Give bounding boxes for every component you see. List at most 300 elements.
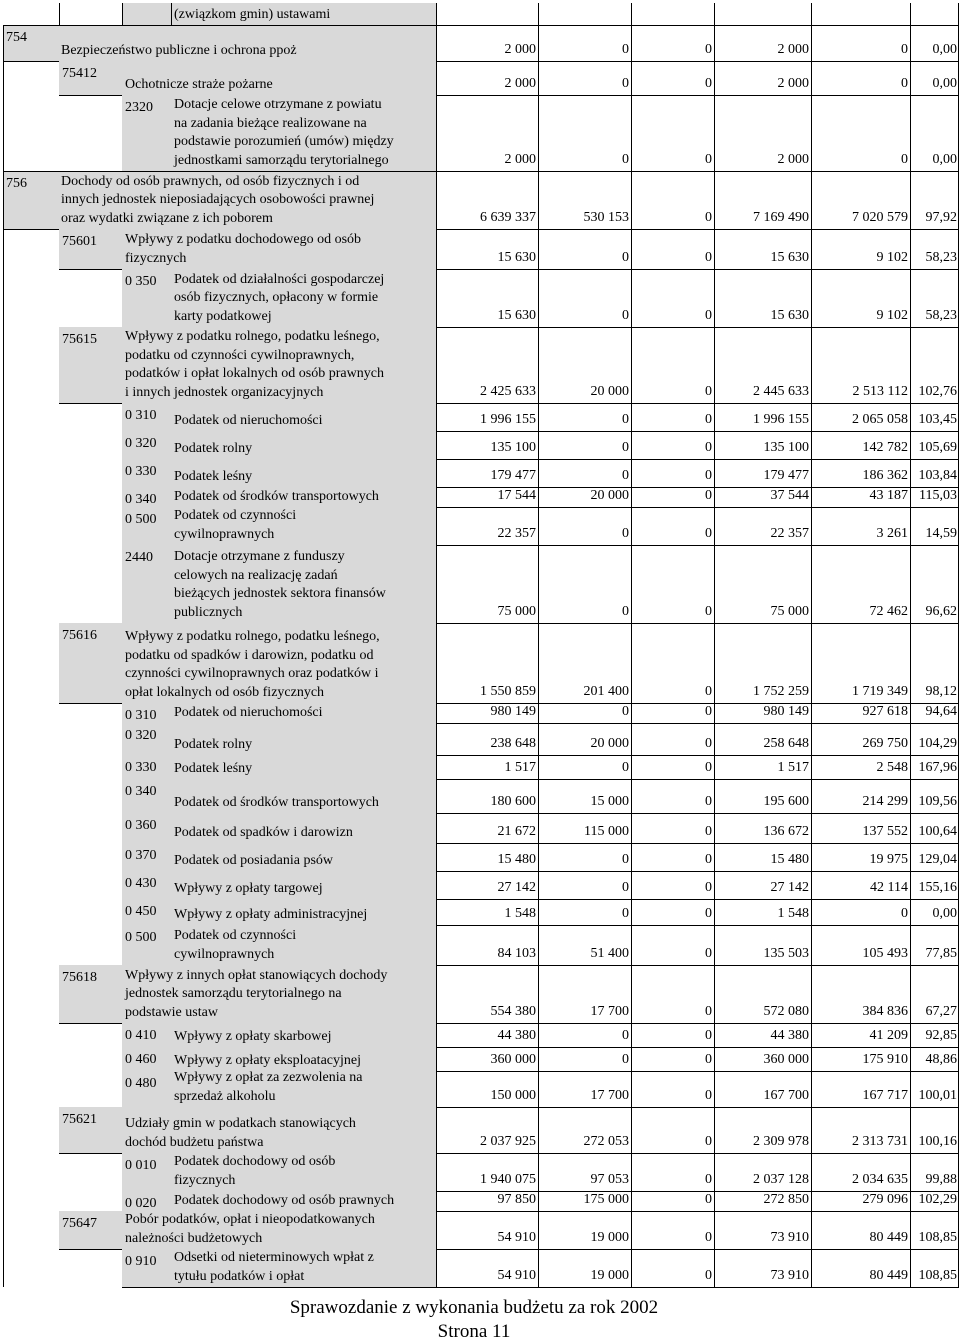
row-code: 0 460 <box>125 1052 157 1067</box>
row-value: 51 400 <box>590 946 629 961</box>
row-value: 0 <box>705 76 712 91</box>
row-value: 167 700 <box>763 1088 809 1103</box>
row-value: 1 996 155 <box>480 412 536 427</box>
row-value: 180 600 <box>490 794 536 809</box>
row-value: 530 153 <box>583 210 629 225</box>
row-value: 17 700 <box>590 1088 629 1103</box>
row-value: 0 <box>705 1004 712 1019</box>
row-value: 0 <box>622 1028 629 1043</box>
row-value: 980 149 <box>763 704 809 719</box>
row-value: 15 630 <box>770 308 809 323</box>
row-description-line: Podatek od posiadania psów <box>174 852 334 868</box>
row-value: 105,69 <box>918 440 957 455</box>
row-description-line: Podatek od nieruchomości <box>174 412 323 428</box>
row-value: 0 <box>901 906 908 921</box>
grid-line <box>910 3 911 1287</box>
row-value: 0 <box>705 526 712 541</box>
row-description-line: celowych na realizację zadań <box>174 567 338 583</box>
report-title: Sprawozdanie z wykonania budżetu za rok 2002 <box>289 1297 659 1318</box>
row-value: 0 <box>622 604 629 619</box>
row-value: 0 <box>705 1134 712 1149</box>
row-value: 2 548 <box>876 760 908 775</box>
row-value: 17 700 <box>590 1004 629 1019</box>
row-value: 0 <box>705 42 712 57</box>
row-value: 0,00 <box>932 906 957 921</box>
row-value: 360 000 <box>490 1052 536 1067</box>
row-value: 0 <box>622 308 629 323</box>
row-description-line: oraz wydatki związane z ich poborem <box>61 210 273 226</box>
row-value: 3 261 <box>876 526 908 541</box>
row-value: 214 299 <box>862 794 908 809</box>
row-value: 279 096 <box>862 1192 908 1207</box>
grid-line <box>714 3 715 1287</box>
row-description-line: Odsetki od nieterminowych wpłat z <box>174 1250 374 1265</box>
row-value: 0 <box>705 440 712 455</box>
row-value: 2 034 635 <box>852 1172 908 1187</box>
row-value: 58,23 <box>925 250 957 265</box>
row-value: 103,84 <box>918 468 957 483</box>
row-description-line: Podatek dochodowy od osób prawnych <box>174 1192 395 1208</box>
row-value: 0 <box>705 946 712 961</box>
row-code: 75616 <box>62 628 97 643</box>
row-value: 0 <box>622 906 629 921</box>
row-description-line: Podatek od spadków i darowizn <box>174 824 353 840</box>
row-value: 0 <box>705 906 712 921</box>
row-value: 103,45 <box>918 412 957 427</box>
row-value: 84 103 <box>497 946 536 961</box>
row-description-line: Podatek leśny <box>174 760 253 776</box>
row-description-line: Podatek od środków transportowych <box>174 488 379 504</box>
row-description-line: Podatek od czynności <box>174 508 297 523</box>
row-value: 115 000 <box>584 824 629 839</box>
row-value: 108,85 <box>918 1230 957 1245</box>
row-value: 21 672 <box>497 824 536 839</box>
row-value: 0 <box>622 412 629 427</box>
row-description-line: Podatek rolny <box>174 736 253 752</box>
row-value: 15 480 <box>770 852 809 867</box>
row-value: 175 910 <box>862 1052 908 1067</box>
row-value: 0 <box>705 468 712 483</box>
row-value: 67,27 <box>925 1004 957 1019</box>
row-value: 0 <box>705 308 712 323</box>
row-value: 384 836 <box>862 1004 908 1019</box>
row-value: 73 910 <box>770 1268 809 1283</box>
row-code: 75618 <box>62 970 97 985</box>
row-value: 272 850 <box>763 1192 809 1207</box>
row-value: 179 477 <box>490 468 536 483</box>
row-code: 0 020 <box>125 1196 157 1211</box>
row-description-line: Wpływy z opłaty administracyjnej <box>174 906 368 922</box>
row-value: 80 449 <box>869 1268 908 1283</box>
row-description-line: Podatek od środków transportowych <box>174 794 379 810</box>
row-value: 1 996 155 <box>753 412 809 427</box>
row-value: 0 <box>622 1052 629 1067</box>
row-description-line: Udziały gmin w podatkach stanowiących <box>125 1116 356 1131</box>
row-value: 179 477 <box>763 468 809 483</box>
grid-line <box>811 3 812 1287</box>
row-value: 2 425 633 <box>480 384 536 399</box>
row-value: 1 752 259 <box>753 684 809 699</box>
row-description-line: osób fizycznych, opłacony w formie <box>174 290 379 305</box>
grid-line <box>122 3 123 25</box>
row-value: 0 <box>705 824 712 839</box>
row-value: 167 717 <box>862 1088 908 1103</box>
row-value: 2 000 <box>777 76 809 91</box>
grid-line <box>958 3 959 1287</box>
row-code: 0 310 <box>125 708 157 723</box>
row-value: 97,92 <box>925 210 957 225</box>
row-value: 135 503 <box>763 946 809 961</box>
row-value: 0 <box>705 852 712 867</box>
row-description-line: podatku od czynności cywilnoprawnych, <box>125 347 355 363</box>
row-description-line: podstawie porozumień (umów) między <box>174 134 394 149</box>
row-value: 105 493 <box>862 946 908 961</box>
row-value: 19 000 <box>590 1230 629 1245</box>
row-description-line: Podatek od czynności <box>174 928 297 943</box>
row-value: 175 000 <box>583 1192 629 1207</box>
row-description-line: czynności cywilnoprawnych oraz podatków i <box>125 666 379 681</box>
row-value: 0 <box>705 604 712 619</box>
row-value: 1 940 075 <box>480 1172 536 1187</box>
row-description-line: fizycznych <box>174 1172 236 1188</box>
row-value: 77,85 <box>925 946 957 961</box>
row-value: 99,88 <box>925 1172 957 1187</box>
row-value: 2 445 633 <box>753 384 809 399</box>
row-description-line: Wpływy z opłat za zezwolenia na <box>174 1070 363 1085</box>
row-description-line: Wpływy z podatku rolnego, podatku leśnego, <box>125 329 380 344</box>
row-description-line: (związkom gmin) ustawami <box>174 6 331 22</box>
row-value: 20 000 <box>590 488 629 503</box>
row-description-line: cywilnoprawnych <box>174 946 275 962</box>
row-value: 2 513 112 <box>852 384 908 399</box>
row-code: 0 340 <box>125 784 157 799</box>
row-value: 167,96 <box>918 760 957 775</box>
row-description-line: należności budżetowych <box>125 1230 263 1246</box>
row-value: 2 000 <box>504 152 536 167</box>
row-value: 0,00 <box>932 42 957 57</box>
row-value: 0 <box>705 794 712 809</box>
row-code: 0 410 <box>125 1028 157 1043</box>
row-value: 0 <box>705 684 712 699</box>
row-description-line: Wpływy z opłaty targowej <box>174 880 323 896</box>
row-value: 0 <box>705 1052 712 1067</box>
row-value: 75 000 <box>770 604 809 619</box>
row-value: 142 782 <box>862 440 908 455</box>
row-value: 0 <box>622 704 629 719</box>
row-value: 44 380 <box>770 1028 809 1043</box>
row-shading <box>122 723 436 755</box>
row-value: 92,85 <box>925 1028 957 1043</box>
row-value: 1 550 859 <box>480 684 536 699</box>
row-value: 0 <box>705 1028 712 1043</box>
row-value: 0 <box>705 412 712 427</box>
row-code: 0 340 <box>125 492 157 507</box>
row-value: 22 357 <box>497 526 536 541</box>
row-value: 2 000 <box>777 152 809 167</box>
row-value: 102,29 <box>918 1192 957 1207</box>
row-value: 17 544 <box>497 488 536 503</box>
row-code: 0 480 <box>125 1076 157 1091</box>
row-value: 269 750 <box>862 736 908 751</box>
row-code: 2440 <box>125 550 153 565</box>
row-value: 2 065 058 <box>852 412 908 427</box>
row-code: 0 500 <box>125 930 157 945</box>
row-value: 22 357 <box>770 526 809 541</box>
row-value: 1 719 349 <box>852 684 908 699</box>
row-value: 2 000 <box>504 76 536 91</box>
row-description-line: podstawie ustaw <box>125 1004 218 1020</box>
row-value: 0 <box>705 1172 712 1187</box>
grid-line <box>59 3 60 25</box>
row-value: 41 209 <box>869 1028 908 1043</box>
row-value: 135 100 <box>490 440 536 455</box>
row-value: 0 <box>705 384 712 399</box>
grid-line <box>538 3 539 1287</box>
row-value: 2 037 128 <box>753 1172 809 1187</box>
row-code: 0 320 <box>125 728 157 743</box>
row-value: 0 <box>705 1088 712 1103</box>
row-description-line: jednostek samorządu terytorialnego na <box>125 986 342 1001</box>
row-value: 155,16 <box>918 880 957 895</box>
row-value: 0 <box>901 152 908 167</box>
row-code: 2320 <box>125 100 153 115</box>
row-value: 0 <box>705 760 712 775</box>
row-value: 0 <box>901 76 908 91</box>
row-code: 0 450 <box>125 904 157 919</box>
row-value: 0 <box>622 76 629 91</box>
row-description-line: innych jednostek nieposiadających osobowości prawnej <box>61 192 375 207</box>
row-shading <box>122 459 436 487</box>
row-description-line: Dochody od osób prawnych, od osób fizycznych i od <box>61 173 360 189</box>
row-code: 0 330 <box>125 464 157 479</box>
row-value: 0 <box>622 760 629 775</box>
row-value: 94,64 <box>925 704 957 719</box>
row-value: 15 480 <box>497 852 536 867</box>
row-value: 572 080 <box>763 1004 809 1019</box>
row-description-line: fizycznych <box>125 250 187 266</box>
row-description-line: Wpływy z opłaty skarbowej <box>174 1028 332 1044</box>
row-code: 0 370 <box>125 848 157 863</box>
row-value: 73 910 <box>770 1230 809 1245</box>
row-description-line: Wpływy z innych opłat stanowiących dochody <box>125 967 388 983</box>
row-description-line: Wpływy z opłaty eksploatacyjnej <box>174 1052 361 1068</box>
row-value: 98,12 <box>925 684 957 699</box>
row-description-line: Ochotnicze straże pożarne <box>125 76 273 92</box>
row-code: 75601 <box>62 234 97 249</box>
row-code: 75647 <box>62 1216 97 1231</box>
row-value: 9 102 <box>876 250 908 265</box>
row-value: 0 <box>622 42 629 57</box>
row-code: 0 430 <box>125 876 157 891</box>
row-value: 150 000 <box>490 1088 536 1103</box>
row-description-line: bieżących jednostek sektora finansów <box>174 586 386 601</box>
row-shading <box>122 431 436 459</box>
row-value: 109,56 <box>918 794 957 809</box>
row-value: 0 <box>705 1268 712 1283</box>
row-value: 2 313 731 <box>852 1134 908 1149</box>
row-value: 20 000 <box>590 736 629 751</box>
row-value: 44 380 <box>497 1028 536 1043</box>
row-value: 137 552 <box>862 824 908 839</box>
row-value: 96,62 <box>925 604 957 619</box>
row-value: 360 000 <box>763 1052 809 1067</box>
row-value: 54 910 <box>497 1230 536 1245</box>
row-value: 1 548 <box>504 906 536 921</box>
row-description-line: karty podatkowej <box>174 308 272 324</box>
row-value: 0 <box>705 250 712 265</box>
row-value: 19 975 <box>869 852 908 867</box>
row-value: 0 <box>705 152 712 167</box>
row-value: 9 102 <box>876 308 908 323</box>
row-description-line: Wpływy z podatku rolnego, podatku leśnego, <box>125 629 380 644</box>
row-value: 75 000 <box>497 604 536 619</box>
grid-line <box>631 3 632 1287</box>
row-value: 15 630 <box>497 250 536 265</box>
row-description-line: Podatek rolny <box>174 440 253 456</box>
row-description-line: i innych jednostek organizacyjnych <box>125 384 324 400</box>
row-description-line: Podatek dochodowy od osób <box>174 1154 336 1169</box>
row-value: 927 618 <box>862 704 908 719</box>
row-code: 75615 <box>62 332 97 347</box>
row-value: 15 000 <box>590 794 629 809</box>
row-value: 80 449 <box>869 1230 908 1245</box>
row-code: 0 500 <box>125 512 157 527</box>
row-description-line: podatków i opłat lokalnych od osób prawnych <box>125 366 384 381</box>
row-value: 0 <box>901 42 908 57</box>
row-description-line: Podatek od nieruchomości <box>174 704 323 720</box>
row-description-line: opłat lokalnych od osób fizycznych <box>125 684 325 700</box>
row-code: 0 350 <box>125 274 157 289</box>
row-value: 15 630 <box>770 250 809 265</box>
budget-table <box>3 3 959 1287</box>
row-value: 27 142 <box>497 880 536 895</box>
row-code: 0 330 <box>125 760 157 775</box>
row-value: 0 <box>622 468 629 483</box>
row-border <box>122 1287 959 1288</box>
row-value: 135 100 <box>763 440 809 455</box>
row-value: 100,64 <box>918 824 957 839</box>
row-value: 0 <box>622 440 629 455</box>
row-description-line: Podatek od działalności gospodarczej <box>174 271 385 287</box>
row-value: 2 037 925 <box>480 1134 536 1149</box>
row-value: 42 114 <box>870 880 908 895</box>
row-value: 201 400 <box>583 684 629 699</box>
row-value: 272 053 <box>583 1134 629 1149</box>
grid-line <box>171 3 172 25</box>
row-value: 7 169 490 <box>753 210 809 225</box>
row-value: 0,00 <box>932 152 957 167</box>
row-value: 20 000 <box>590 384 629 399</box>
row-value: 115,03 <box>919 488 957 503</box>
row-value: 0 <box>705 210 712 225</box>
row-value: 0 <box>705 736 712 751</box>
row-value: 100,16 <box>918 1134 957 1149</box>
row-code: 0 310 <box>125 408 157 423</box>
grid-line <box>3 25 4 1287</box>
row-border <box>3 25 959 26</box>
row-value: 58,23 <box>925 308 957 323</box>
row-value: 2 309 978 <box>753 1134 809 1149</box>
row-value: 129,04 <box>918 852 957 867</box>
row-description-line: jednostkami samorządu terytorialnego <box>174 152 389 168</box>
row-value: 48,86 <box>925 1052 957 1067</box>
row-code: 0 320 <box>125 436 157 451</box>
row-code: 0 010 <box>125 1158 157 1173</box>
row-value: 1 517 <box>504 760 536 775</box>
row-description-line: Dotacje otrzymane z funduszy <box>174 549 345 564</box>
row-value: 2 000 <box>777 42 809 57</box>
grid-line <box>436 3 437 1287</box>
row-value: 554 380 <box>490 1004 536 1019</box>
row-value: 97 053 <box>590 1172 629 1187</box>
row-value: 2 000 <box>504 42 536 57</box>
row-value: 0 <box>705 1230 712 1245</box>
row-value: 0,00 <box>932 76 957 91</box>
row-description-line: na zadania bieżące realizowane na <box>174 115 367 131</box>
row-description-line: Pobór podatków, opłat i nieopodatkowanych <box>125 1212 375 1227</box>
row-value: 0 <box>622 250 629 265</box>
row-shading <box>122 755 436 779</box>
row-value: 195 600 <box>763 794 809 809</box>
row-description-line: Bezpieczeństwo publiczne i ochrona ppoż <box>61 42 297 58</box>
row-code: 754 <box>6 30 27 45</box>
row-value: 1 517 <box>777 760 809 775</box>
row-value: 0 <box>705 704 712 719</box>
row-value: 97 850 <box>497 1192 536 1207</box>
row-description-line: Dotacje celowe otrzymane z powiatu <box>174 97 382 112</box>
row-code: 756 <box>6 176 27 191</box>
row-code: 75412 <box>62 66 97 81</box>
row-value: 100,01 <box>918 1088 957 1103</box>
row-code: 0 910 <box>125 1254 157 1269</box>
row-value: 258 648 <box>763 736 809 751</box>
row-code: 0 360 <box>125 818 157 833</box>
row-value: 136 672 <box>763 824 809 839</box>
row-value: 6 639 337 <box>480 210 536 225</box>
row-value: 37 544 <box>770 488 809 503</box>
row-description-line: publicznych <box>174 604 243 620</box>
row-value: 0 <box>622 152 629 167</box>
row-value: 54 910 <box>497 1268 536 1283</box>
row-value: 27 142 <box>770 880 809 895</box>
row-description-line: podatku od spadków i darowizn, podatku od <box>125 647 374 663</box>
row-code: 75621 <box>62 1112 97 1127</box>
row-value: 102,76 <box>918 384 957 399</box>
row-value: 14,59 <box>925 526 957 541</box>
row-value: 980 149 <box>490 704 536 719</box>
row-value: 1 548 <box>777 906 809 921</box>
row-description-line: tytułu podatków i opłat <box>174 1268 305 1284</box>
row-value: 72 462 <box>869 604 908 619</box>
row-value: 0 <box>622 852 629 867</box>
row-description-line: dochód budżetu państwa <box>125 1134 264 1150</box>
row-value: 104,29 <box>918 736 957 751</box>
row-description-line: Podatek leśny <box>174 468 253 484</box>
page-number: Strona 11 <box>437 1321 511 1342</box>
row-description-line: Wpływy z podatku dochodowego od osób <box>125 232 362 247</box>
row-value: 186 362 <box>862 468 908 483</box>
row-value: 238 648 <box>490 736 536 751</box>
row-value: 7 020 579 <box>852 210 908 225</box>
row-value: 108,85 <box>918 1268 957 1283</box>
row-value: 43 187 <box>869 488 908 503</box>
row-value: 0 <box>622 880 629 895</box>
row-value: 0 <box>622 526 629 541</box>
row-value: 0 <box>705 880 712 895</box>
row-value: 0 <box>705 488 712 503</box>
row-value: 0 <box>705 1192 712 1207</box>
row-value: 19 000 <box>590 1268 629 1283</box>
